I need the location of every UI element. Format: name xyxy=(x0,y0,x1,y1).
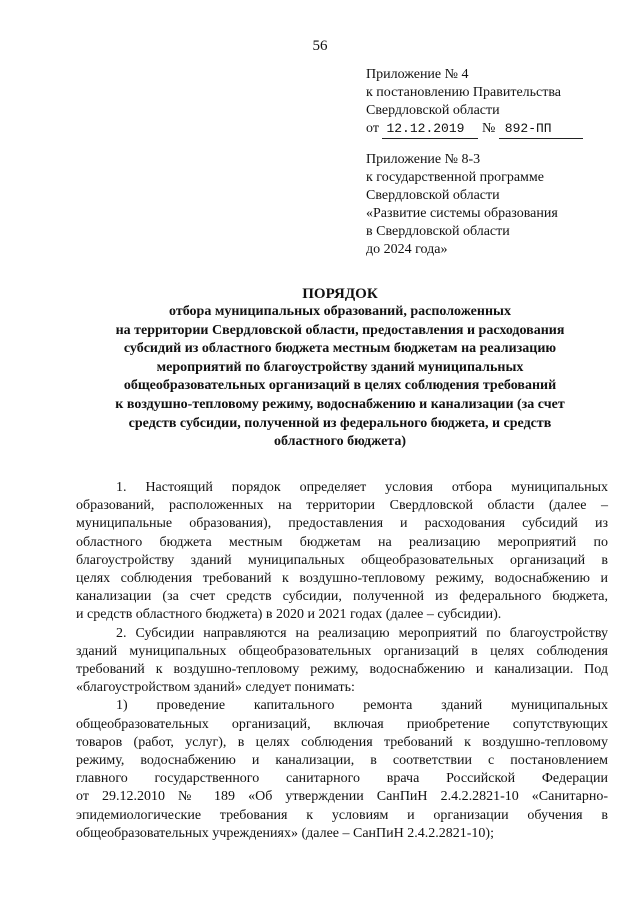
appendix-4-title: Приложение № 4 xyxy=(366,67,469,82)
paragraph-1-line: муниципальные образования), предоставления и расходования субсидий из xyxy=(76,516,608,532)
appendix-8-3-line: до 2024 года» xyxy=(366,242,448,257)
resolution-date: 12.12.2019 xyxy=(382,120,478,139)
appendix-8-3-title: Приложение № 8-3 xyxy=(366,152,481,167)
list-item-1-line: общеобразовательных учреждениях» (далее – СанПиН 2.4.2.2821-10); xyxy=(76,825,494,841)
subtitle-line: мероприятий по благоустройству зданий муниципальных xyxy=(156,359,524,375)
subtitle-line: на территории Свердловской области, предоставления и расходования xyxy=(115,322,565,338)
list-item-1-line: от 29.12.2010 № 189 «Об утверждении СанПиН 2.4.2.2821-10 «Санитарно- xyxy=(76,789,608,805)
list-item-1-line: товаров (работ, услуг), в целях соблюдения требований к воздушно-тепловому xyxy=(76,734,608,750)
appendix-4-block xyxy=(366,66,606,139)
paragraph-1-line: целях соблюдения требований к воздушно-тепловому режиму, водоснабжению и xyxy=(76,571,608,587)
list-item-1-line: режиму, водоснабжению и канализации, в соответствии с постановлением xyxy=(76,753,608,769)
list-item-1-line: главного государственного санитарного врача Российской Федерации xyxy=(76,771,608,787)
date-prefix: от xyxy=(366,121,379,136)
list-item-1-line: общеобразовательных организаций, включая приобретение сопутствующих xyxy=(76,716,608,732)
paragraph-1-line: 1. Настоящий порядок определяет условия отбора муниципальных xyxy=(116,480,608,495)
number-sign: № xyxy=(481,121,496,136)
document-body xyxy=(76,479,608,843)
appendix-8-3-block xyxy=(366,151,606,259)
subtitle-line: к воздушно-тепловому режиму, водоснабжению и канализации (за счет xyxy=(115,396,565,412)
paragraph-2-line: 2. Субсидии направляются на реализацию мероприятий по благоустройству xyxy=(116,625,608,641)
subtitle-line: областного бюджета) xyxy=(273,434,407,450)
paragraph-1-line: канализации (за счет средств субсидии, полученной из федерального бюджета, xyxy=(76,589,608,605)
document-subtitle xyxy=(60,303,620,452)
subtitle-line: отбора муниципальных образований, расположенных xyxy=(169,304,511,319)
paragraph-1-line: и средств областного бюджета) в 2020 и 2021 годах (далее – субсидии). xyxy=(76,607,502,623)
appendix-4-line: Свердловской области xyxy=(366,103,500,118)
paragraph-2-line: «благоустройством зданий» следует понимать: xyxy=(76,680,355,696)
list-item-1-line: эпидемиологические требования к условиям и организации обучения в xyxy=(76,807,608,823)
paragraph-1-line: областного бюджета местным бюджетам на реализацию мероприятий по xyxy=(76,534,608,550)
appendix-8-3-line: к государственной программе xyxy=(366,170,544,185)
page-number: 56 xyxy=(312,38,328,54)
appendix-8-3-line: в Свердловской области xyxy=(366,224,510,239)
document-title: ПОРЯДОК xyxy=(302,286,378,302)
paragraph-1-line: благоустройству зданий муниципальных общеобразовательных организаций в xyxy=(76,552,608,568)
appendix-4-line: к постановлению Правительства xyxy=(366,85,562,100)
paragraph-1-line: образований, расположенных на территории Свердловской области (далее – xyxy=(76,498,608,514)
appendix-8-3-line: «Развитие системы образования xyxy=(366,206,558,221)
resolution-number: 892-ПП xyxy=(499,120,583,139)
resolution-date-line xyxy=(366,120,606,139)
appendix-8-3-line: Свердловской области xyxy=(366,188,500,203)
paragraph-2-line: зданий муниципальных общеобразовательных организаций в целях соблюдения xyxy=(76,643,608,659)
subtitle-line: общеобразовательных организаций в целях соблюдения требований xyxy=(123,378,557,394)
list-item-1-line: 1) проведение капитального ремонта зданий муниципальных xyxy=(116,698,608,714)
subtitle-line: субсидий из областного бюджета местным бюджетам на реализацию xyxy=(123,341,557,357)
subtitle-line: средств субсидии, полученной из федерального бюджета, и средств xyxy=(128,415,552,431)
paragraph-2-line: требований к воздушно-тепловому режиму, водоснабжению и канализации. Под xyxy=(76,662,608,678)
